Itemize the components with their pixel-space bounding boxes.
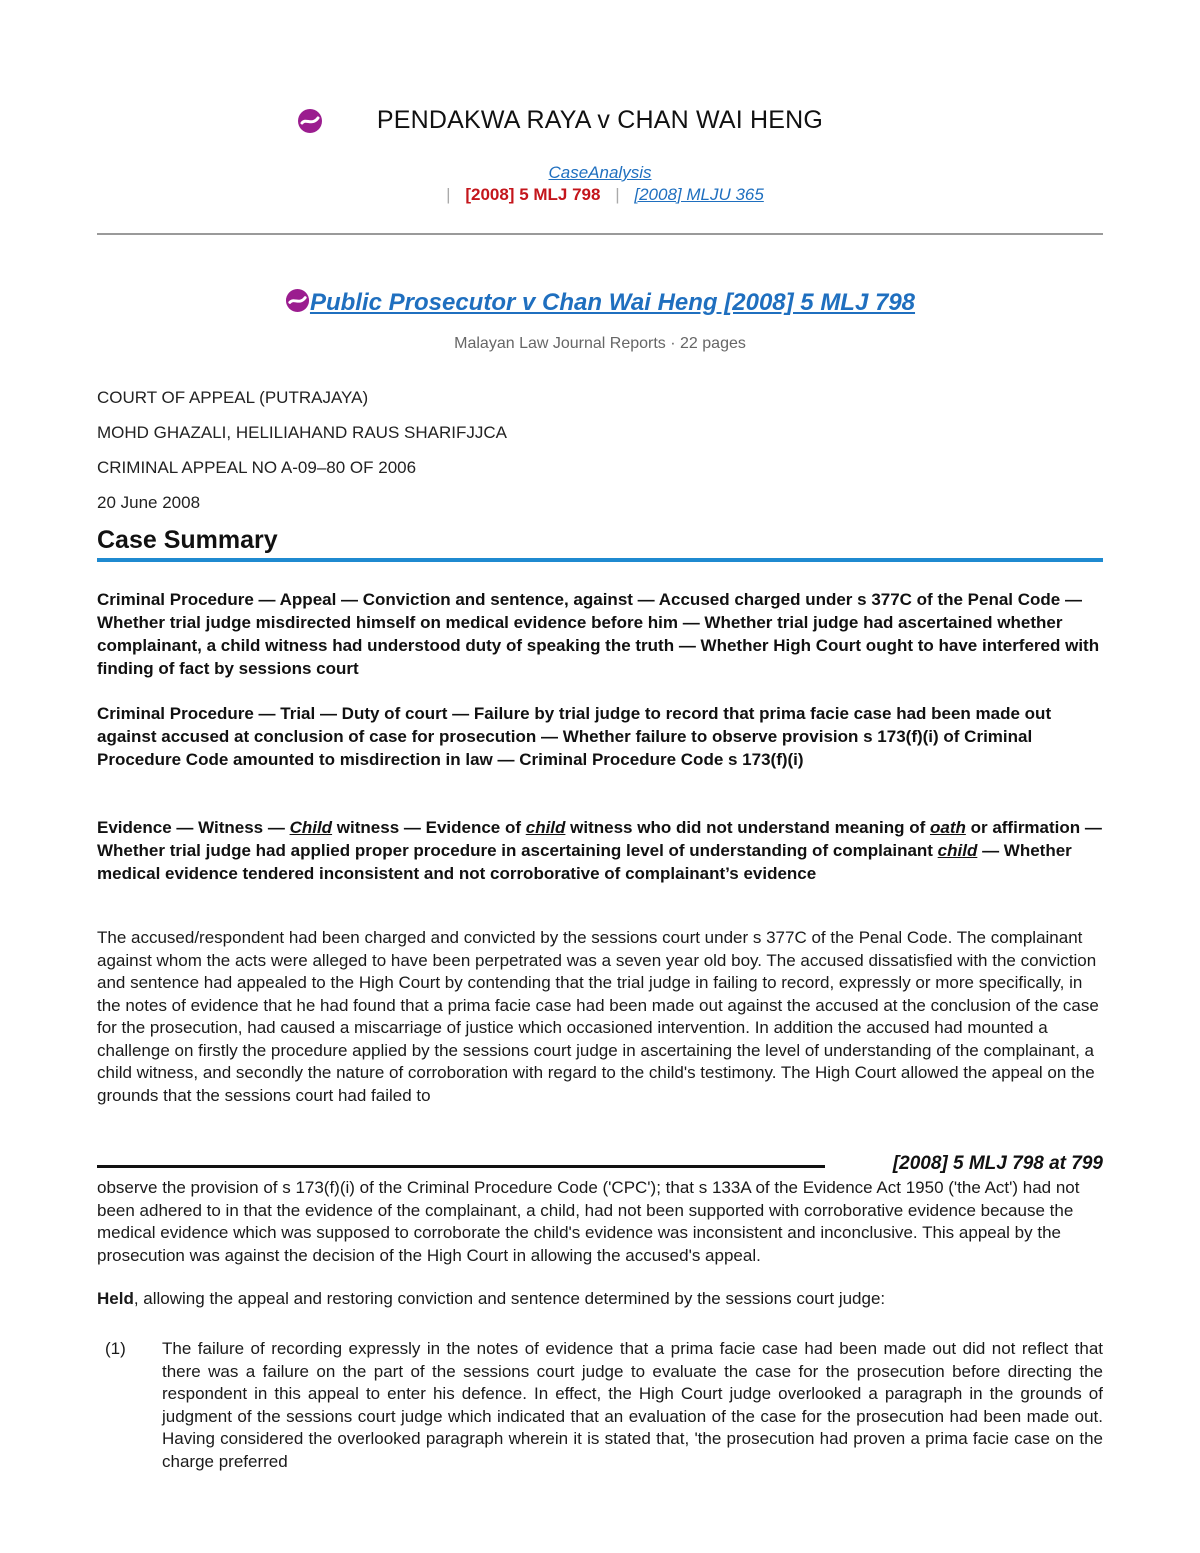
highlighted-term: oath (929, 818, 966, 837)
appeal-number: CRIMINAL APPEAL NO A-09–80 OF 2006 (97, 458, 417, 477)
page-break-line (97, 1165, 825, 1168)
citation-row (97, 185, 1103, 205)
lexis-swirl-icon (285, 288, 310, 313)
court-name: COURT OF APPEAL (PUTRAJAYA) (97, 388, 369, 407)
held-line (97, 1289, 885, 1309)
case-summary-heading: Case Summary (97, 526, 278, 554)
point-number: (1) (105, 1339, 126, 1358)
catchwords-2: Criminal Procedure — Trial — Duty of court — Failure by trial judge to record that prima facie case had been made out against accused at conclusion of case for prosecution — Whether failure to observe provision s 173(f)(i) of Criminal Procedure Code amounted to misdirection in law — Criminal Procedure Code s 173(f)(i) (97, 704, 1052, 769)
case-heading (97, 288, 1103, 317)
header-divider (97, 233, 1103, 235)
point-text: The failure of recording expressly in the notes of evidence that a prima facie case had been made out did not reflect that there was a failure on the part of the sessions court judge to evaluate the case for the prosecution before directing the respondent in this appeal to enter his defence. In effect, the High Court judge overlooked a paragraph in the grounds of judgment of the sessions court judge which indicated that an evaluation of the case for the prosecution had been made out. Having considered the overlooked paragraph wherein it is stated that, 'the prosecution had proven a prima facie case on the charge preferred (162, 1339, 1103, 1471)
current-citation: [2008] 5 MLJ 798 (465, 185, 601, 204)
case-analysis-link[interactable]: CaseAnalysis (548, 163, 652, 182)
held-text: , allowing the appeal and restoring conviction and sentence determined by the sessions court judge: (133, 1289, 886, 1308)
summary-paragraph-2: observe the provision of s 173(f)(i) of the Criminal Procedure Code ('CPC'); that s 133A of the Evidence Act 1950 ('the Act') had not been adhered to in that the evidence of the complainant, a child, had not been supported with corroborative evidence because the medical evidence which was supposed to corroborate the child's evidence was inconsistent and inconclusive. This appeal by the prosecution was against the decision of the High Court in allowing the accused's appeal. (97, 1178, 1080, 1265)
alternate-citation-link[interactable]: [2008] MLJU 365 (634, 185, 764, 204)
separator: | (615, 185, 620, 204)
report-info: Malayan Law Journal Reports · 22 pages (454, 335, 746, 352)
highlighted-term: child (525, 818, 566, 837)
held-label: Held (97, 1289, 134, 1308)
highlighted-term: child (937, 841, 978, 860)
highlighted-term: Child (289, 818, 333, 837)
document-title: PENDAKWA RAYA v CHAN WAI HENG (376, 106, 824, 134)
page-break-citation: [2008] 5 MLJ 798 at 799 (892, 1153, 1103, 1174)
document-header (97, 0, 1103, 230)
case-title-link[interactable]: Public Prosecutor v Chan Wai Heng [2008] 5 MLJ 798 (309, 289, 916, 316)
catchwords-1: Criminal Procedure — Appeal — Conviction and sentence, against — Accused charged under s 377C of the Penal Code — Whether trial judge misdirected himself on medical evidence before him — Whether trial judge had ascertained whether complainant, a child witness had understood duty of speaking the truth — Whether High Court ought to have interfered with finding of fact by sessions court (97, 590, 1100, 678)
page-break-marker (97, 1153, 1103, 1177)
summary-divider (97, 558, 1103, 562)
judges: MOHD GHAZALI, HELILIAHAND RAUS SHARIFJJCA (97, 423, 507, 442)
document-page (97, 0, 1103, 1471)
catchwords-3: Evidence — Witness — Child witness — Evidence of child witness who did not understand meaning of oath or affirmation — Whether trial judge had applied proper procedure in ascertaining level of understanding of complainant child — Whether medical evidence tendered inconsistent and not corroborative of complainant’s evidence (97, 818, 1102, 883)
judgment-date: 20 June 2008 (97, 493, 201, 512)
summary-paragraph-1: The accused/respondent had been charged and convicted by the sessions court under s 377C of the Penal Code. The complainant against whom the acts were alleged to have been perpetrated was a seven year old boy. The accused dissatisfied with the conviction and sentence had appealed to the High Court by contending that the trial judge in failing to record, expressly or more specifically, in the notes of evidence that he had found that a prima facie case had been made out against the accused at the conclusion of the case for the prosecution, had caused a miscarriage of justice which occasioned intervention. In addition the accused had mounted a challenge on firstly the procedure applied by the sessions court judge in ascertaining the level of understanding of the complainant, a child witness, and secondly the nature of corroboration with regard to the child's testimony. The High Court allowed the appeal on the grounds that the sessions court had failed to (97, 928, 1099, 1105)
separator: | (446, 185, 451, 204)
case-metadata (97, 388, 507, 528)
